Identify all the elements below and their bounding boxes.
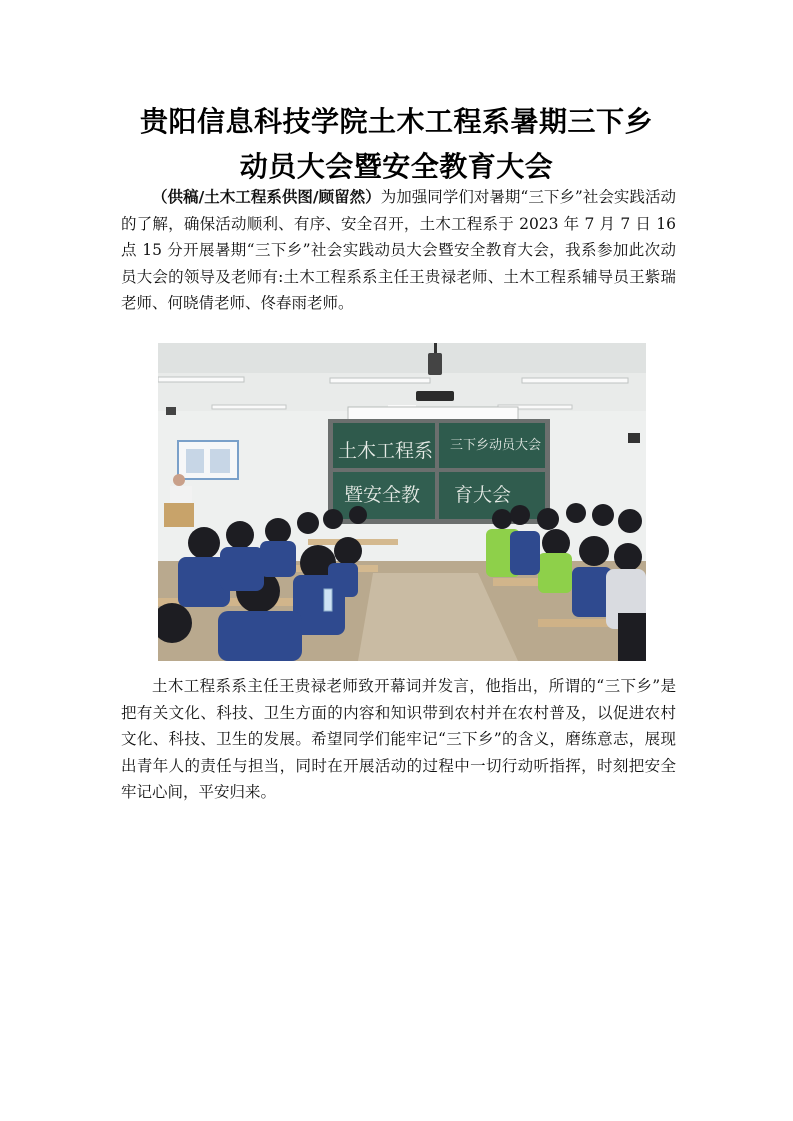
document-title-line-1: 贵阳信息科技学院土木工程系暑期三下乡 bbox=[139, 105, 653, 138]
blackboard-text-left-bottom: 暨安全教 bbox=[344, 484, 421, 506]
photo-credit: （供稿/土木工程系供图/顾留然） bbox=[152, 188, 381, 206]
intro-paragraph bbox=[121, 184, 676, 317]
meeting-photo bbox=[158, 343, 646, 661]
intro-paragraph-text: 为加强同学们对暑期“三下乡”社会实践活动的了解，确保活动顺利、有序、安全召开，土木工程系于 2023 年 7 月 7 日 16 点 15 分开展暑期“三下乡”社会实践动员大会暨安全教育大会，我系参加此次动员大会的领导及老师有:土木工程系系主任王贵禄老师、土木工程系辅导员王紫瑞老师、何晓倩老师、佟春雨老师。 bbox=[121, 188, 676, 313]
blackboard-text-right-bottom: 育大会 bbox=[454, 484, 512, 506]
blackboard-text-left-top: 土木工程系 bbox=[338, 440, 434, 462]
blackboard-text-right-top: 三下乡动员大会 bbox=[450, 438, 542, 453]
document-title-line-2: 动员大会暨安全教育大会 bbox=[239, 150, 554, 183]
body-paragraph: 土木工程系系主任王贵禄老师致开幕词并发言，他指出，所谓的“三下乡”是把有关文化、科技、卫生方面的内容和知识带到农村并在农村普及，以促进农村文化、科技、卫生的发展。希望同学们能牢记“三下乡”的含义，磨练意志，展现出青年人的责任与担当，同时在开展活动的过程中一切行动听指挥，时刻把安全牢记心间，平安归来。 bbox=[121, 677, 676, 802]
